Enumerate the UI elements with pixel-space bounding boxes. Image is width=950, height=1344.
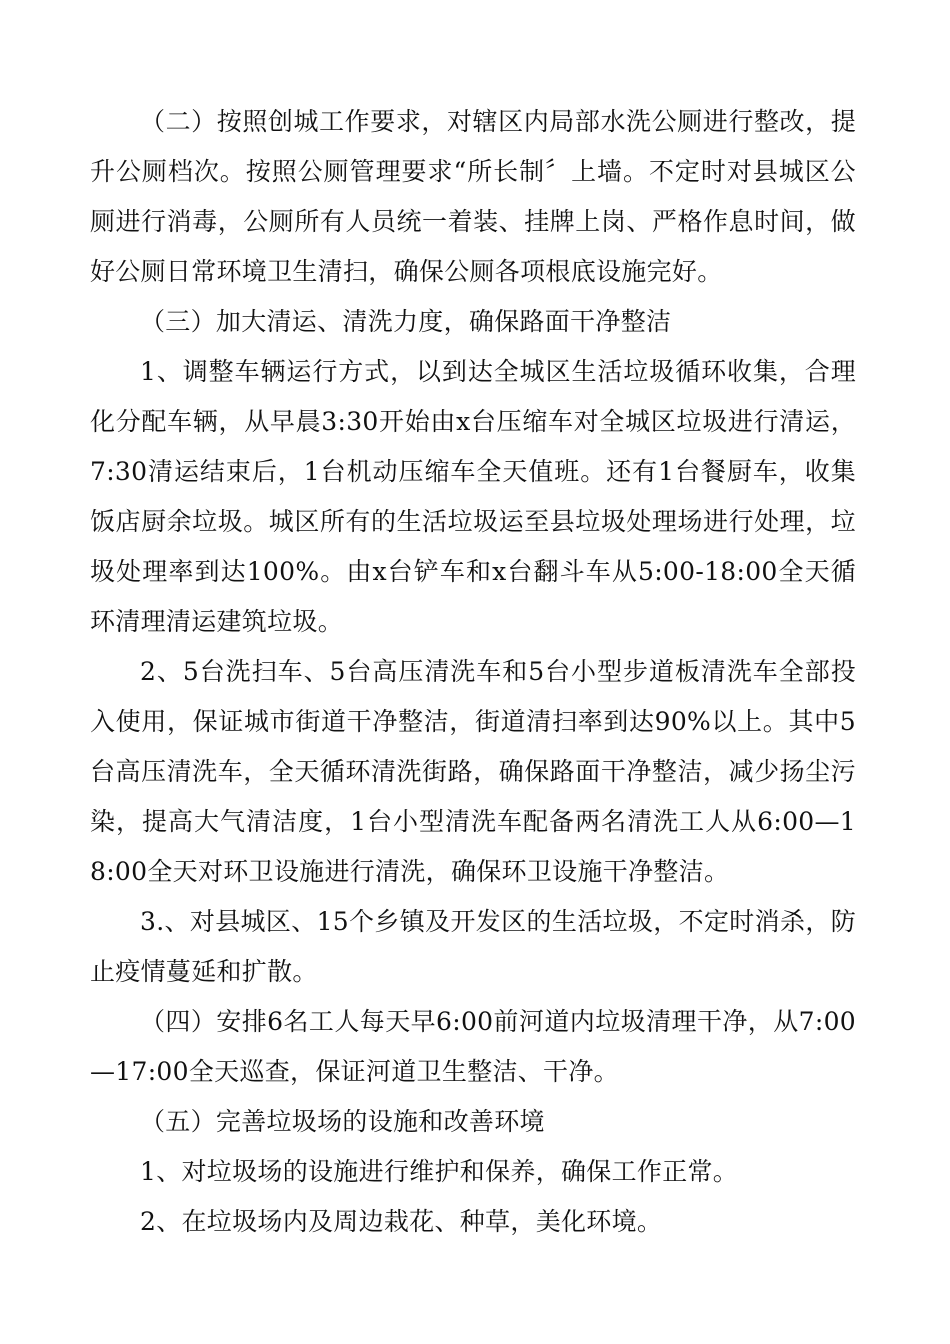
paragraph-landfill-maintenance: 1、对垃圾场的设施进行维护和保养，确保工作正常。 xyxy=(140,1157,739,1186)
paragraph-public-toilets: （二）按照创城工作要求，对辖区内局部水洗公厕进行整改，提升公厕档次。按照公厕管理要求“所长制〞上墙。不定时对县城区公厕进行消毒，公厕所有人员统一着装、挂牌上岗、严格作息时间，做好公厕日常环境卫生清扫，确保公厕各项根底设施完好。 xyxy=(90,107,856,286)
paragraph-vehicle-operation: 1、调整车辆运行方式，以到达全城区生活垃圾循环收集，合理化分配车辆，从早晨3:30开始由x台压缩车对全城区垃圾进行清运，7:30清运结束后，1台机动压缩车全天值班。还有1台餐厨车，收集饭店厨余垃圾。城区所有的生活垃圾运至县垃圾处理场进行处理，垃圾处理率到达100%。由x台铲车和x台翻斗车从5:00-18:00全天循环清理清运建筑垃圾。 xyxy=(90,357,856,636)
paragraph-disinfection: 3.、对县城区、15个乡镇及开发区的生活垃圾，不定时消杀，防止疫情蔓延和扩散。 xyxy=(90,907,856,986)
section-heading-cleaning: （三）加大清运、清洗力度，确保路面干净整洁 xyxy=(140,307,672,336)
paragraph-street-cleaning: 2、5台洗扫车、5台高压清洗车和5台小型步道板清洗车全部投入使用，保证城市街道干净整洁，街道清扫率到达90%以上。其中5台高压清洗车，全天循环清洗街路，确保路面干净整洁，减少扬尘污染，提高大气清洁度，1台小型清洗车配备两名清洗工人从6:00—18:00全天对环卫设施进行清洗，确保环卫设施干净整洁。 xyxy=(90,657,856,886)
section-heading-landfill: （五）完善垃圾场的设施和改善环境 xyxy=(140,1107,545,1136)
paragraph-river-cleaning: （四）安排6名工人每天早6:00前河道内垃圾清理干净，从7:00—17:00全天巡查，保证河道卫生整洁、干净。 xyxy=(90,1007,856,1086)
paragraph-landfill-greening: 2、在垃圾场内及周边栽花、种草，美化环境。 xyxy=(140,1207,663,1236)
